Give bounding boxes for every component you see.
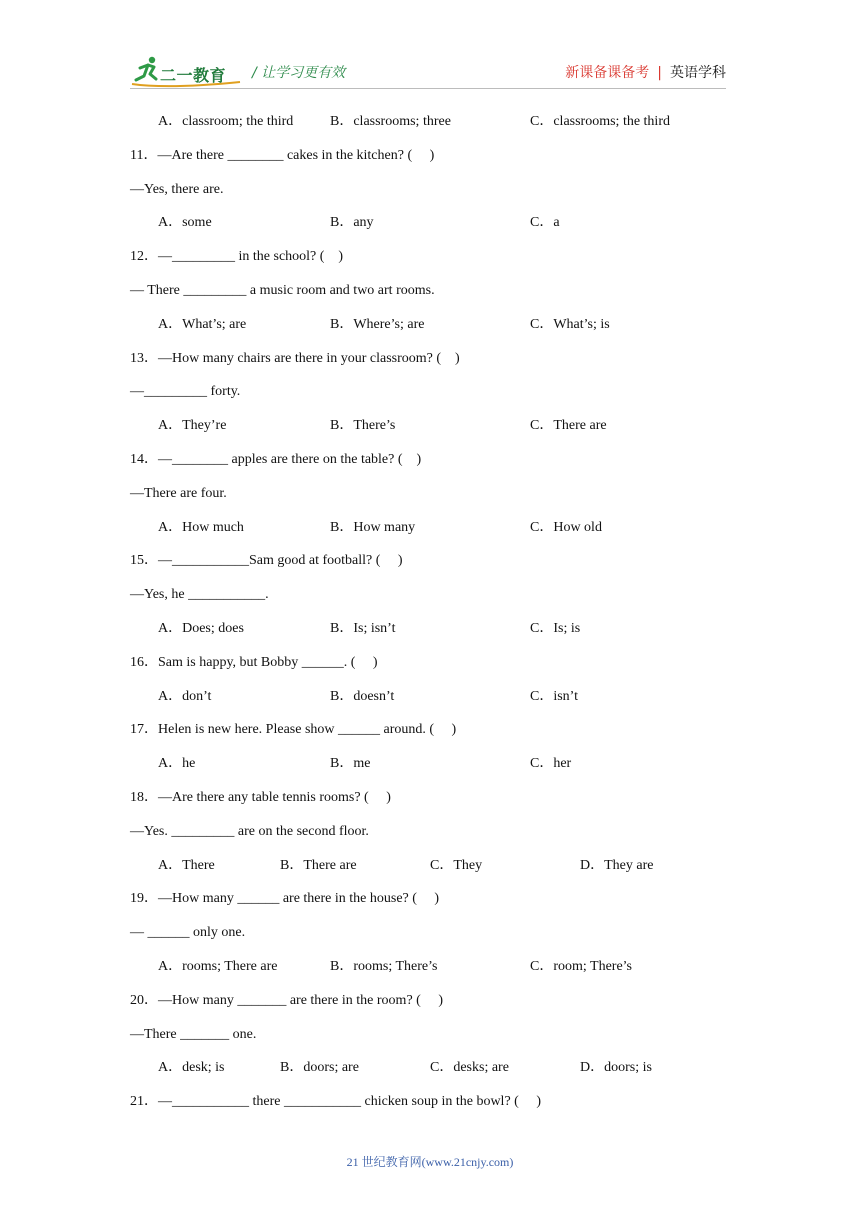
answer-option: A．Does; does	[158, 621, 244, 636]
dialogue-line	[0, 381, 860, 403]
header-separator: |	[657, 65, 662, 81]
options-row	[0, 1057, 860, 1079]
answer-option: B．How many	[330, 519, 416, 535]
header-slogan: / 让学习更有效	[252, 65, 346, 81]
dialogue-text: —There _______ one.	[130, 1026, 257, 1042]
options-row	[0, 855, 860, 877]
options-row	[0, 686, 860, 708]
answer-option: A．some	[158, 215, 212, 231]
question-stem	[0, 652, 860, 674]
options-row	[0, 956, 860, 978]
answer-option: C．They	[430, 857, 483, 873]
question-text: 12．—_________ in the school? ( )	[130, 249, 344, 265]
answer-option: A．rooms; There are	[158, 959, 278, 974]
options-row	[0, 111, 860, 133]
question-stem	[0, 145, 860, 167]
answer-option: C．a	[530, 215, 560, 231]
question-text: 16．Sam is happy, but Bobby ______. ( )	[130, 654, 378, 670]
dialogue-text: —Yes, there are.	[130, 181, 224, 197]
question-stem	[0, 550, 860, 572]
answer-option: A．desk; is	[158, 1060, 225, 1076]
answer-option: D．They are	[580, 857, 654, 873]
dialogue-line	[0, 280, 860, 302]
answer-option: B．doors; are	[280, 1060, 359, 1076]
question-stem	[0, 888, 860, 910]
answer-option: B．Where’s; are	[330, 316, 425, 332]
question-text: 17．Helen is new here. Please show ______ around. ( )	[130, 722, 457, 738]
dialogue-text: — There _________ a music room and two art rooms.	[130, 283, 435, 298]
answer-option: A．classroom; the third	[158, 114, 294, 129]
answer-option: B．classrooms; three	[330, 114, 451, 129]
answer-option: B．There are	[280, 857, 357, 873]
options-row	[0, 314, 860, 336]
answer-option: C．her	[530, 756, 572, 772]
dialogue-text: — ______ only one.	[130, 925, 246, 941]
dialogue-text: —Yes, he ___________.	[130, 587, 269, 603]
answer-option: B．any	[330, 215, 374, 231]
dialogue-text: —Yes. _________ are on the second floor.	[130, 823, 369, 839]
question-stem	[0, 990, 860, 1012]
answer-option: B．Is; isn’t	[330, 621, 396, 636]
answer-option: B．There’s	[330, 418, 396, 434]
question-stem	[0, 719, 860, 741]
header-tagline: 新课备课备考	[565, 65, 650, 81]
question-text: 21．—___________ there ___________ chicken soup in the bowl? ( )	[130, 1094, 541, 1110]
options-row	[0, 415, 860, 437]
answer-option: C．classrooms; the third	[530, 114, 670, 129]
answer-option: C．room; There’s	[530, 959, 633, 974]
page-footer: 21 世纪教育网(www.21cnjy.com)	[346, 1155, 514, 1169]
answer-option: C．isn’t	[530, 688, 578, 704]
answer-option: C．How old	[530, 519, 602, 535]
options-row	[0, 517, 860, 539]
question-stem	[0, 449, 860, 471]
answer-option: C．desks; are	[430, 1060, 509, 1076]
question-text: 19．—How many ______ are there in the house? ( )	[130, 891, 440, 907]
answer-option: A．What’s; are	[158, 316, 247, 332]
header-subject: 英语学科	[670, 65, 726, 81]
question-text: 14．—________ apples are there on the table? ( )	[130, 452, 422, 467]
dialogue-line	[0, 179, 860, 201]
options-row	[0, 618, 860, 640]
answer-option: A．There	[158, 857, 215, 873]
question-text: 11．—Are there ________ cakes in the kitchen? ( )	[130, 147, 435, 163]
question-text: 20．—How many _______ are there in the room? ( )	[130, 992, 443, 1008]
answer-option: B．doesn’t	[330, 688, 395, 704]
dialogue-line	[0, 584, 860, 606]
question-stem	[0, 246, 860, 268]
answer-option: B．me	[330, 756, 371, 772]
logo-text: 二一教育	[160, 66, 227, 85]
dialogue-line	[0, 821, 860, 843]
dialogue-line	[0, 1024, 860, 1046]
options-row	[0, 212, 860, 234]
answer-option: D．doors; is	[580, 1060, 652, 1076]
dialogue-text: —_________ forty.	[130, 384, 241, 400]
answer-option: C．There are	[530, 418, 607, 434]
dialogue-text: —There are four.	[130, 485, 227, 501]
answer-option: C．Is; is	[530, 621, 581, 636]
answer-option: B．rooms; There’s	[330, 959, 438, 974]
question-stem	[0, 787, 860, 809]
question-stem	[0, 348, 860, 370]
dialogue-line	[0, 922, 860, 944]
answer-option: A．he	[158, 756, 196, 772]
answer-option: C．What’s; is	[530, 316, 610, 332]
answer-option: A．How much	[158, 519, 244, 535]
question-text: 18．—Are there any table tennis rooms? ( )	[130, 790, 391, 805]
question-text: 15．—___________Sam good at football? ( )	[130, 553, 403, 569]
answer-option: A．don’t	[158, 688, 212, 704]
question-stem	[0, 1091, 860, 1113]
answer-option: A．They’re	[158, 418, 227, 434]
dialogue-line	[0, 483, 860, 505]
options-row	[0, 753, 860, 775]
question-text: 13．—How many chairs are there in your classroom? ( )	[130, 350, 460, 366]
